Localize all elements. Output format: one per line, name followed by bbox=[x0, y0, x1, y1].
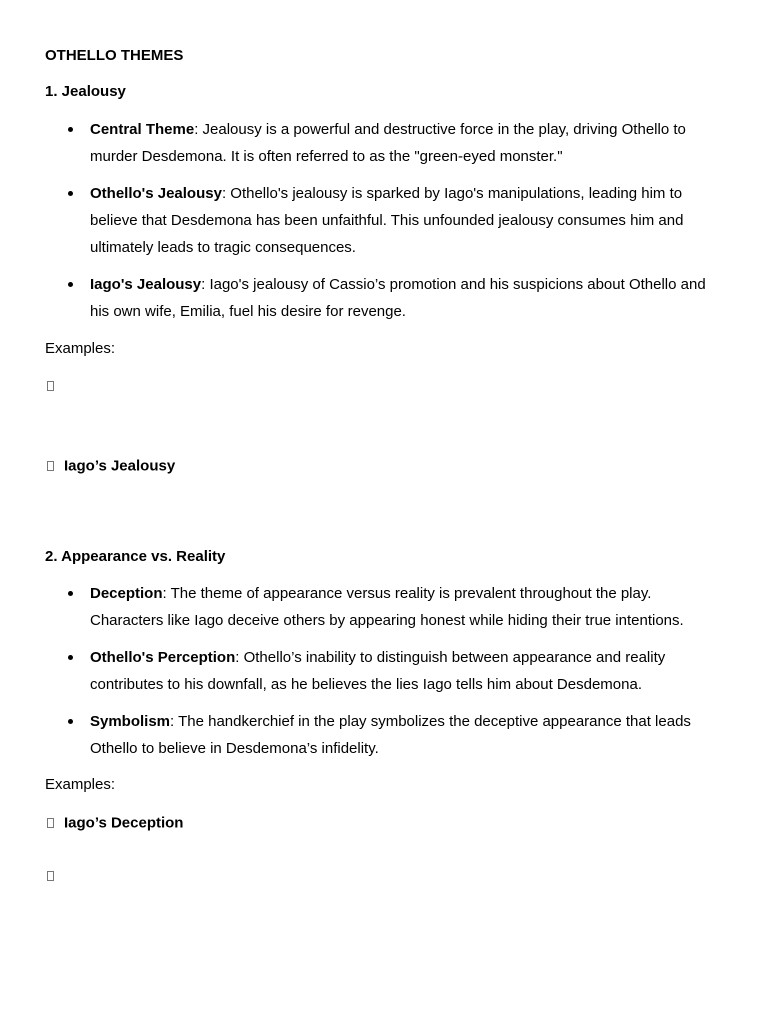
bullet-text: : The handkerchief in the play symbolizes the deceptive appearance that leads Othello to believe in Desdemona’s infidelity. bbox=[90, 713, 691, 757]
document-title: OTHELLO THEMES bbox=[45, 47, 184, 64]
bullet-term: Othello's Jealousy bbox=[90, 185, 222, 202]
bullet-term: Symbolism bbox=[90, 713, 171, 730]
missing-glyph-box-icon bbox=[47, 871, 54, 881]
bullet-dot-icon bbox=[68, 655, 73, 660]
bullet-dot-icon bbox=[68, 127, 73, 132]
bullet-text: : Jealousy is a powerful and destructive force in the play, driving Othello to murder Desdemona. It is often referred to as the "green-eyed monster." bbox=[90, 121, 686, 165]
section-heading-jealousy: 1. Jealousy bbox=[45, 83, 126, 100]
bullet-dot-icon bbox=[68, 191, 73, 196]
section-heading-appearance-reality: 2. Appearance vs. Reality bbox=[45, 548, 226, 565]
examples-label: Examples: bbox=[45, 776, 116, 793]
bullet-item bbox=[90, 116, 720, 170]
jealousy-bullet-list bbox=[90, 116, 720, 335]
bullet-text: : The theme of appearance versus reality is prevalent throughout the play. Characters like Iago deceive others by appearing honest while hiding their true intentions. bbox=[90, 585, 684, 629]
bullet-text: : Othello’s inability to distinguish between appearance and reality contributes to his downfall, as he believes the lies Iago tells him about Desdemona. bbox=[90, 649, 666, 693]
bullet-term: Othello's Perception bbox=[90, 649, 236, 666]
bullet-item bbox=[90, 644, 720, 698]
bullet-dot-icon bbox=[68, 719, 73, 724]
bullet-term: Iago's Jealousy bbox=[90, 276, 202, 293]
bullet-term: Central Theme bbox=[90, 121, 195, 138]
example-item bbox=[47, 452, 175, 480]
bullet-item bbox=[90, 580, 720, 634]
missing-glyph-box-icon bbox=[47, 381, 54, 391]
bullet-item bbox=[90, 271, 720, 325]
bullet-dot-icon bbox=[68, 591, 73, 596]
example-label: Iago’s Jealousy bbox=[64, 457, 176, 475]
bullet-item bbox=[90, 180, 720, 261]
missing-glyph-box-icon bbox=[47, 818, 54, 828]
examples-label: Examples: bbox=[45, 340, 116, 357]
appearance-bullet-list bbox=[90, 580, 720, 772]
example-label: Iago’s Deception bbox=[64, 814, 184, 832]
bullet-item bbox=[90, 708, 720, 762]
missing-glyph-box-icon bbox=[47, 461, 54, 471]
example-item bbox=[47, 809, 183, 837]
example-item bbox=[47, 862, 64, 890]
bullet-term: Deception bbox=[90, 585, 163, 602]
bullet-text: : Iago's jealousy of Cassio’s promotion and his suspicions about Othello and his own wife, Emilia, fuel his desire for revenge. bbox=[90, 276, 706, 320]
example-item bbox=[47, 372, 64, 400]
bullet-text: : Othello's jealousy is sparked by Iago's manipulations, leading him to believe that Desdemona has been unfaithful. This unfounded jealousy consumes him and ultimately leads to tragic consequences. bbox=[90, 185, 684, 256]
bullet-dot-icon bbox=[68, 282, 73, 287]
